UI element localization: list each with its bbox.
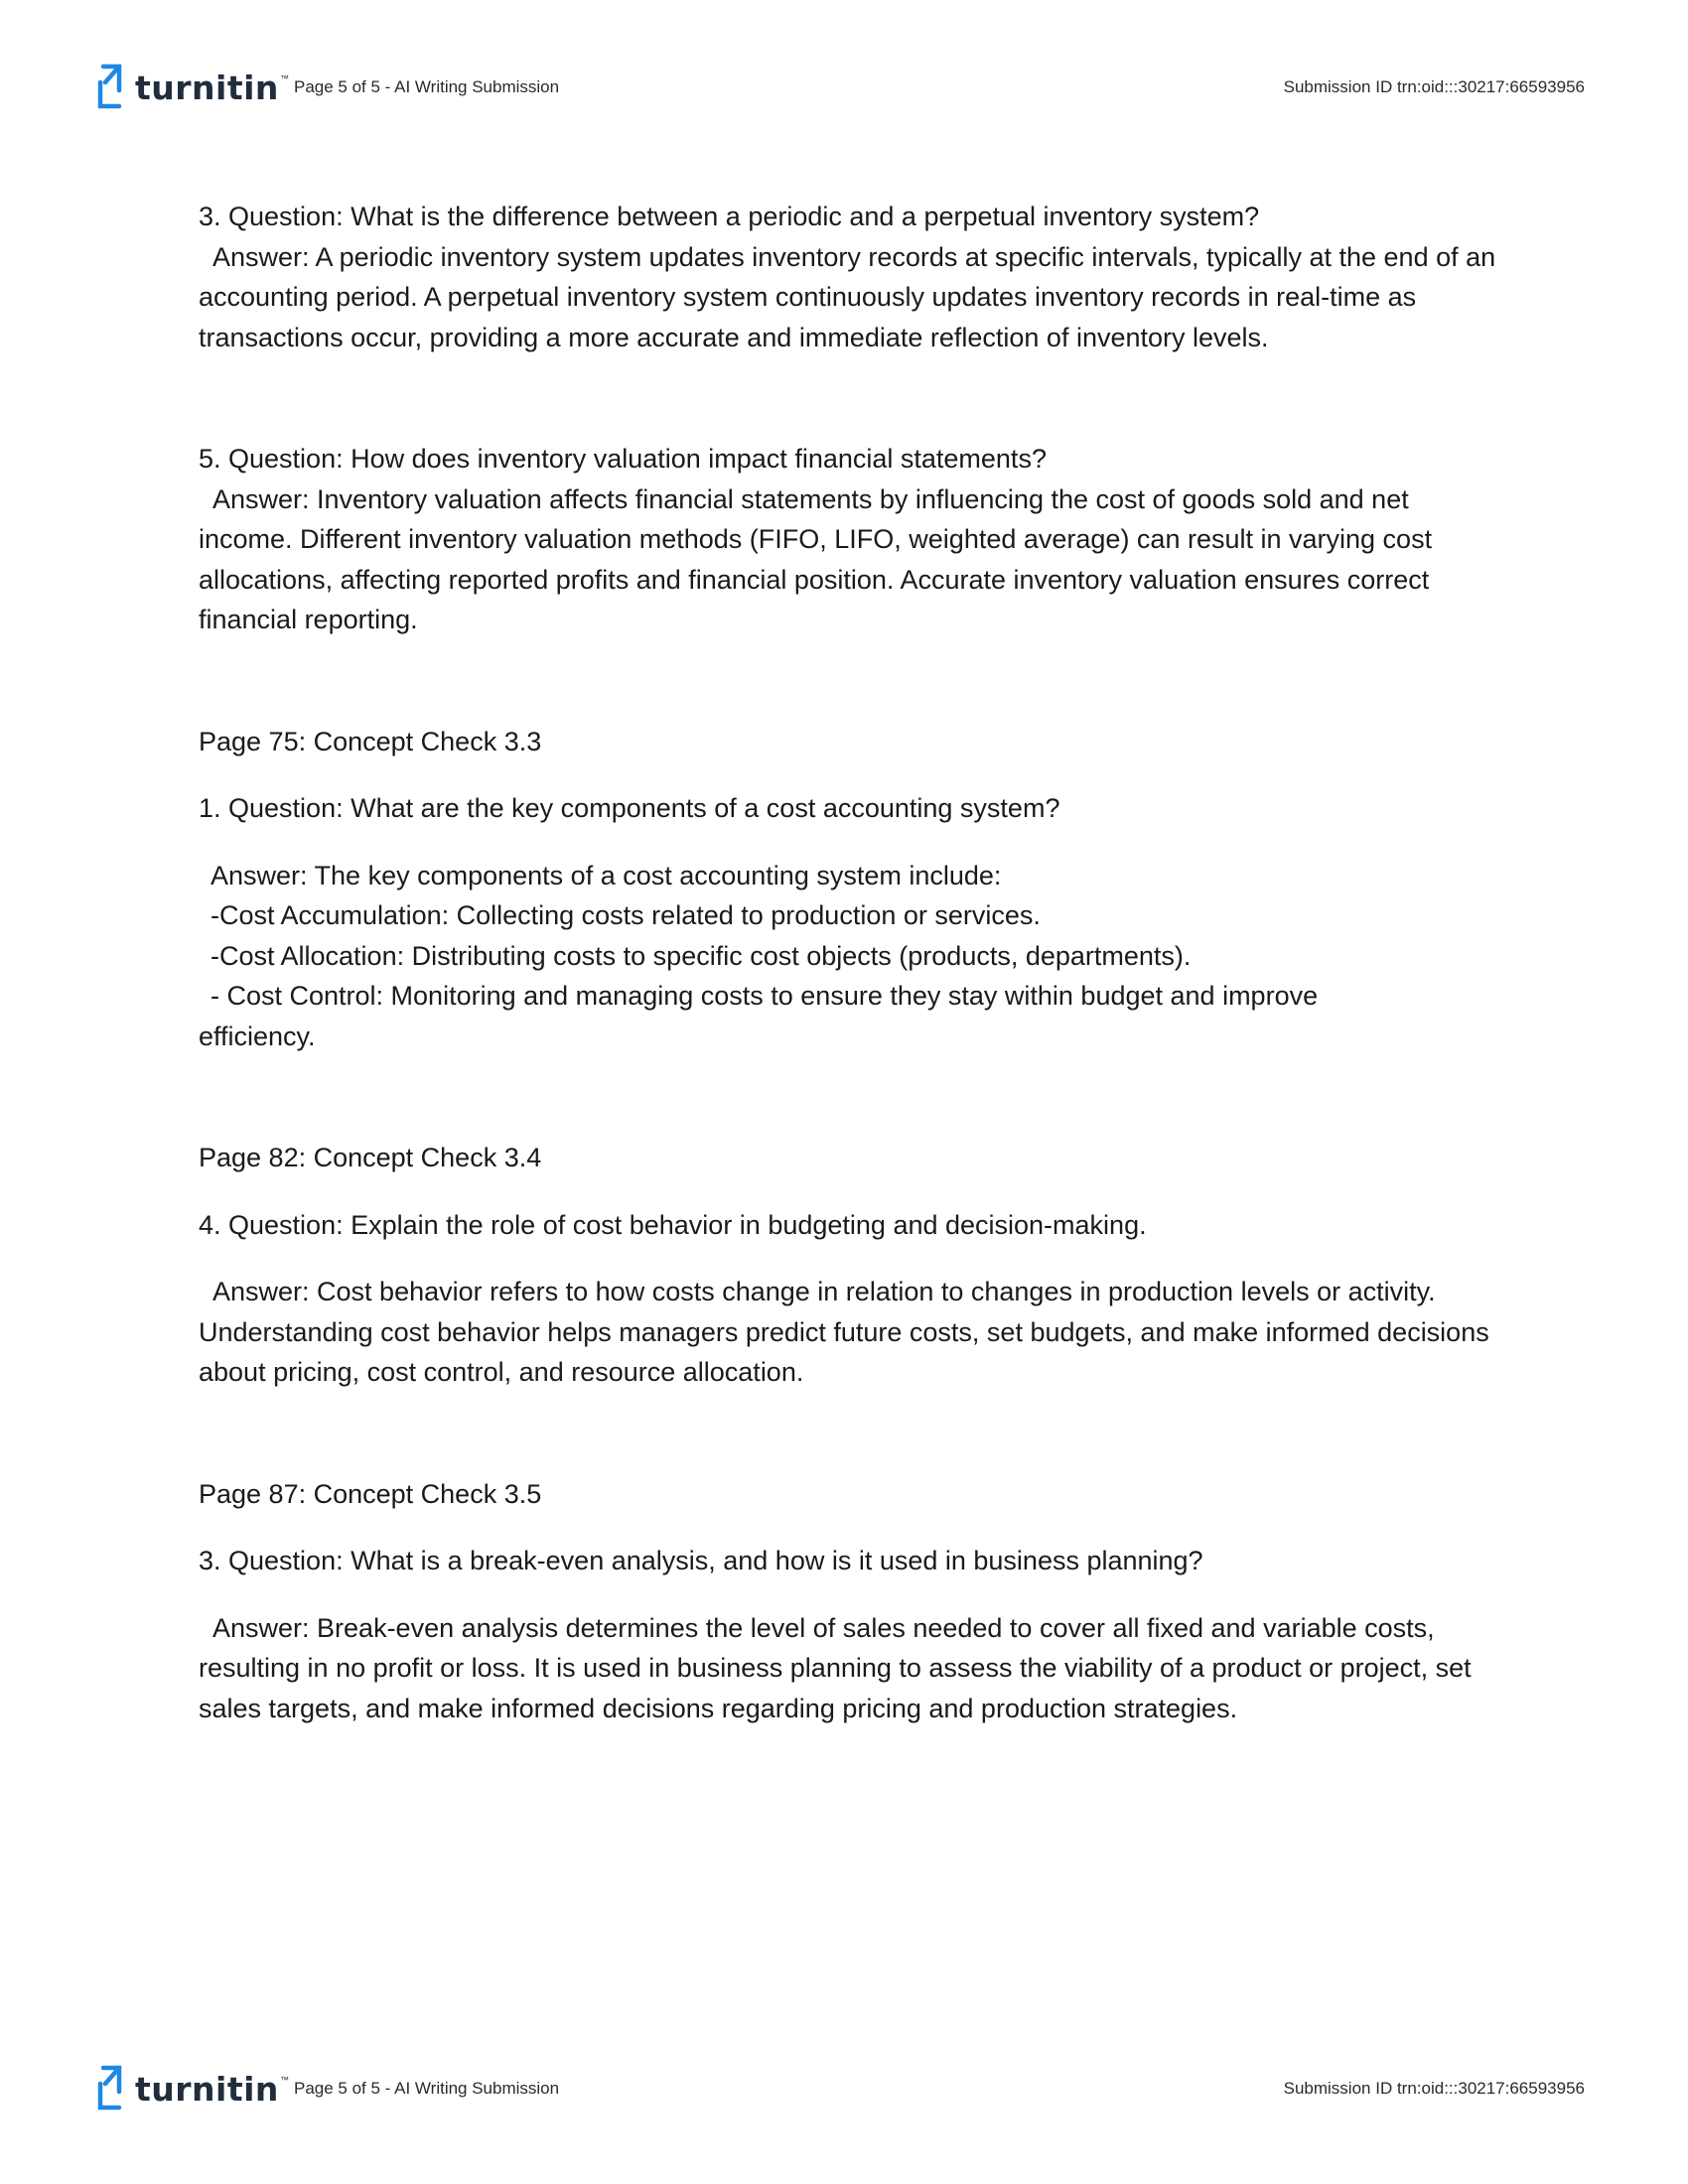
answer-text — [199, 1272, 1499, 1393]
brand-name: turnitin — [135, 68, 279, 107]
turnitin-logo — [97, 2063, 289, 2115]
header-page-label: Page 5 of 5 - AI Writing Submission — [294, 77, 560, 96]
concept-check-3-5 — [199, 1474, 1499, 1729]
question-text: 3. Question: What is the difference between a periodic and a perpetual inventory system? — [199, 202, 1260, 231]
answer-text — [199, 479, 1499, 640]
turnitin-logo-icon — [97, 63, 127, 112]
section-heading: Page 75: Concept Check 3.3 — [199, 726, 542, 756]
qa-block-1 — [199, 197, 1499, 357]
turnitin-logo-icon — [97, 2064, 127, 2114]
brand-name: turnitin — [135, 2069, 279, 2109]
answer-text: Answer: The key components of a cost accounting system include: — [211, 860, 1002, 890]
turnitin-logo — [97, 62, 289, 113]
qa-block-2 — [199, 439, 1499, 640]
list-item: -Cost Accumulation: Collecting costs related to production or services. — [211, 900, 1041, 930]
list-item: -Cost Allocation: Distributing costs to specific cost objects (products, departments). — [211, 940, 1192, 971]
answer-text — [199, 1608, 1499, 1729]
footer-page-label: Page 5 of 5 - AI Writing Submission — [294, 2079, 560, 2098]
answer-text — [199, 237, 1499, 358]
trademark-mark: ™ — [279, 73, 289, 83]
concept-check-3-3 — [199, 722, 1499, 1057]
answer-body: Answer: A periodic inventory system updates inventory records at specific intervals, typically at the end of an accounting period. A perpetual inventory system continuously updates inventory records in real-time as transactions occur, providing a more accurate and immediate reflection of inventory levels. — [199, 241, 1496, 352]
section-heading: Page 82: Concept Check 3.4 — [199, 1143, 542, 1172]
page-footer — [0, 2049, 1688, 2128]
answer-body: Answer: Break-even analysis determines the level of sales needed to cover all fixed and variable costs, resulting in no profit or loss. It is used in business planning to assess the viability of a product or project, set sales targets, and make informed decisions regarding pricing and production strategies. — [199, 1612, 1472, 1723]
question-text: 1. Question: What are the key components of a cost accounting system? — [199, 793, 1060, 823]
list-item: - Cost Control: Monitoring and managing costs to ensure they stay within budget and improve — [211, 981, 1319, 1011]
list-item-tail: efficiency. — [199, 1021, 316, 1051]
answer-body: Answer: Inventory valuation affects financial statements by influencing the cost of goods sold and net income. Different inventory valuation methods (FIFO, LIFO, weighted average) can result in varying cost allocations, affecting reported profits and financial position. Accurate inventory valuation ensures correct financial reporting. — [199, 483, 1433, 634]
answer-body: Answer: Cost behavior refers to how costs change in relation to changes in production levels or activity. Understanding cost behavior helps managers predict future costs, set budgets, and make informed decisions about pricing, cost control, and resource allocation. — [199, 1277, 1489, 1387]
concept-check-3-4 — [199, 1138, 1499, 1393]
section-heading: Page 87: Concept Check 3.5 — [199, 1478, 542, 1509]
question-text: 3. Question: What is a break-even analysis, and how is it used in business planning? — [199, 1546, 1203, 1575]
header-submission-id: Submission ID trn:oid:::30217:66593956 — [1283, 77, 1585, 96]
trademark-mark: ™ — [279, 2075, 289, 2085]
question-text: 5. Question: How does inventory valuation impact financial statements? — [199, 444, 1047, 474]
document-body — [199, 197, 1499, 1810]
question-text: 4. Question: Explain the role of cost behavior in budgeting and decision-making. — [199, 1209, 1147, 1240]
footer-submission-id: Submission ID trn:oid:::30217:66593956 — [1283, 2079, 1585, 2098]
page-header — [0, 48, 1688, 127]
